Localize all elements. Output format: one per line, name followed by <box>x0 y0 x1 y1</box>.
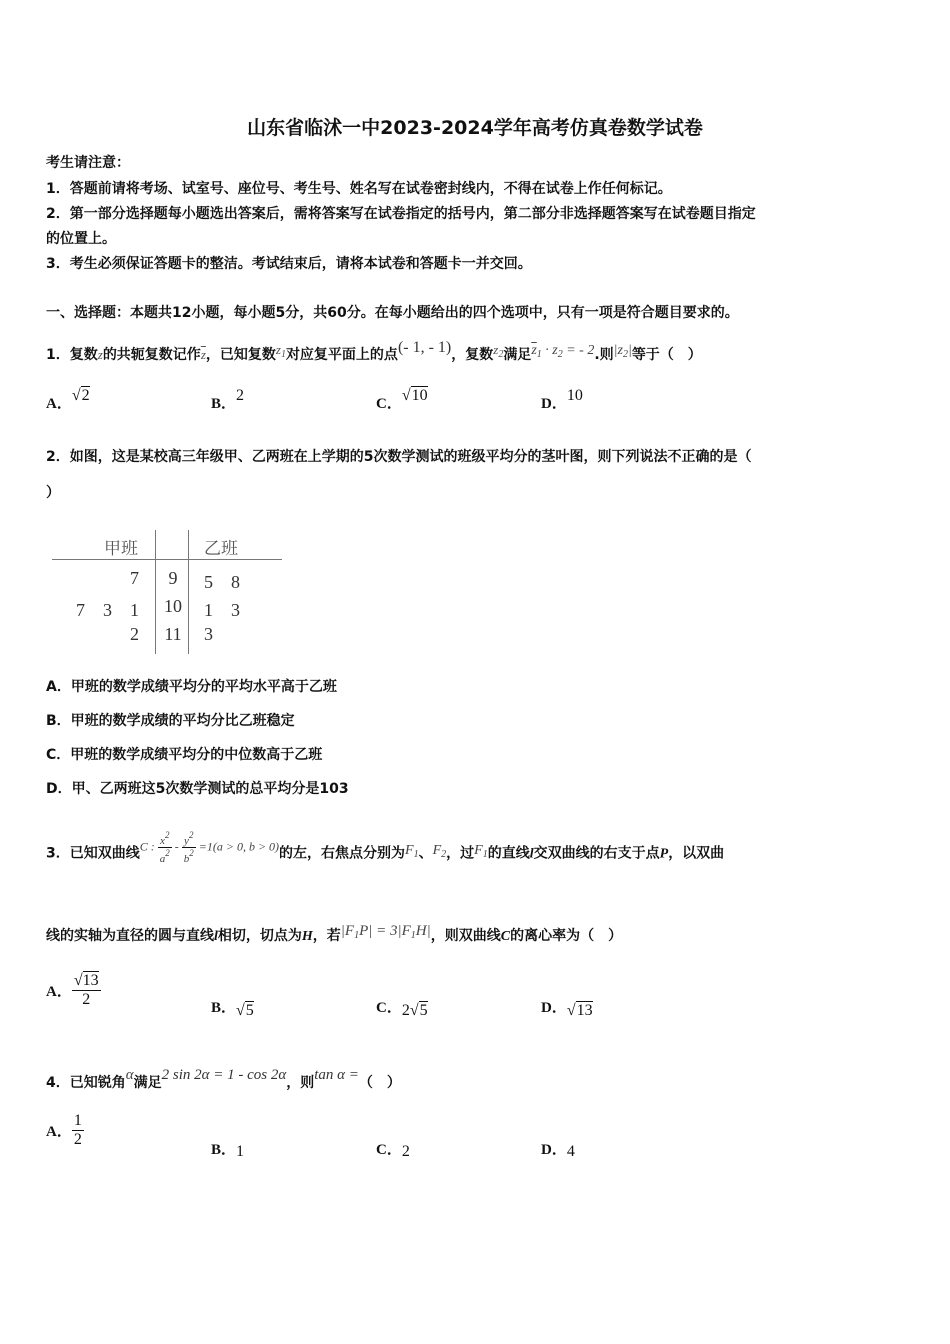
q3-option-b[interactable]: B．√5 <box>211 1000 254 1019</box>
notice-heading: 考生请注意： <box>46 155 130 171</box>
notice-item-2: 2．第一部分选择题每小题选出答案后，需将答案写在试卷指定的括号内，第二部分非选择题答案写在试卷题目指定 <box>46 206 756 222</box>
stem-row-1-stem: 9 <box>168 568 178 588</box>
stem-row-1-right: 5 8 <box>204 572 240 592</box>
notice-item-2-cont: 的位置上。 <box>46 231 116 247</box>
notice-item-3: 3．考生必须保证答题卡的整洁。考试结束后，请将本试卷和答题卡一并交回。 <box>46 256 532 272</box>
stem-row-3-left: 2 <box>130 624 139 644</box>
q1-option-b[interactable]: B．2 <box>211 387 245 412</box>
stem-row-2-stem: 10 <box>164 596 182 616</box>
q2-option-c[interactable]: C．甲班的数学成绩平均分的中位数高于乙班 <box>46 747 323 763</box>
question-3: 3．已知双曲线C : $\frac{x^2}{a^2}$ - $\frac{y^2}{b^2}$ =1(a > 0, b > 0)的左，右焦点分别为$F_1$、$F_2$，过$F_1$的直线l交双曲线的右支于点P，以双曲 <box>46 830 725 865</box>
q4-option-c[interactable]: C．2 <box>376 1142 410 1160</box>
question-4: 4．已知锐角α满足2 sin 2α = 1 - cos 2α，则tan α =（ ） <box>46 1067 401 1091</box>
q2-option-d[interactable]: D．甲、乙两班这5次数学测试的总平均分是103 <box>46 781 349 797</box>
stem-row-2-right: 1 3 <box>204 600 240 620</box>
question-2: 2．如图，这是某校高三年级甲、乙两班在上学期的5次数学测试的班级平均分的茎叶图，则下列说法不正确的是（ <box>46 449 752 465</box>
notice-item-1: 1．答题前请将考场、试室号、座位号、考生号、姓名写在试卷密封线内，不得在试卷上作任何标记。 <box>46 181 672 197</box>
question-2-cont: ） <box>46 485 60 501</box>
section-heading: 一、选择题：本题共12小题，每小题5分，共60分。在每小题给出的四个选项中，只有一项是符合题目要求的。 <box>46 305 739 321</box>
q3-option-c[interactable]: C．2√5 <box>376 1000 428 1019</box>
stem-right-header: 乙班 <box>204 539 238 559</box>
q1-option-d[interactable]: D．10 <box>541 387 583 412</box>
question-1: 1．复数z的共轭复数记作$\overline{z}$，已知复数$z_1$对应复平面上的点(- 1, - 1)，复数$z_2$满足$\overline{z}_1 \cdot z_2$ = - 2.则$|z_2|$等于（ ） <box>46 339 702 363</box>
stem-row-2-left: 7 3 1 <box>76 600 139 620</box>
stem-row-1-left: 7 <box>130 568 139 588</box>
stem-row-3-right: 3 <box>204 624 213 644</box>
q1-option-c[interactable]: C．√10 <box>376 387 428 412</box>
page-title: 山东省临沭一中2023-2024学年高考仿真卷数学试卷 <box>247 117 703 139</box>
q3-option-a[interactable]: A． $\frac{√13}{2}$ <box>46 972 99 1008</box>
stem-leaf-plot <box>52 530 287 655</box>
q2-option-a[interactable]: A．甲班的数学成绩平均分的平均水平高于乙班 <box>46 679 337 695</box>
stem-row-3-stem: 11 <box>164 624 182 644</box>
q4-option-d[interactable]: D．4 <box>541 1142 575 1160</box>
q1-option-a[interactable]: A．√2 <box>46 387 90 412</box>
stem-left-header: 甲班 <box>104 539 138 559</box>
q4-option-b[interactable]: B．1 <box>211 1142 245 1160</box>
q2-option-b[interactable]: B．甲班的数学成绩的平均分比乙班稳定 <box>46 713 295 729</box>
q4-option-a[interactable]: A． $\frac{1}{2}$ <box>46 1112 82 1148</box>
question-3-cont: 线的实轴为直径的圆与直线l相切，切点为H，若$|F_1P| = 3|F_1H|$，则双曲线C的离心率为（ ） <box>46 923 623 944</box>
q3-option-d[interactable]: D．√13 <box>541 1000 593 1019</box>
